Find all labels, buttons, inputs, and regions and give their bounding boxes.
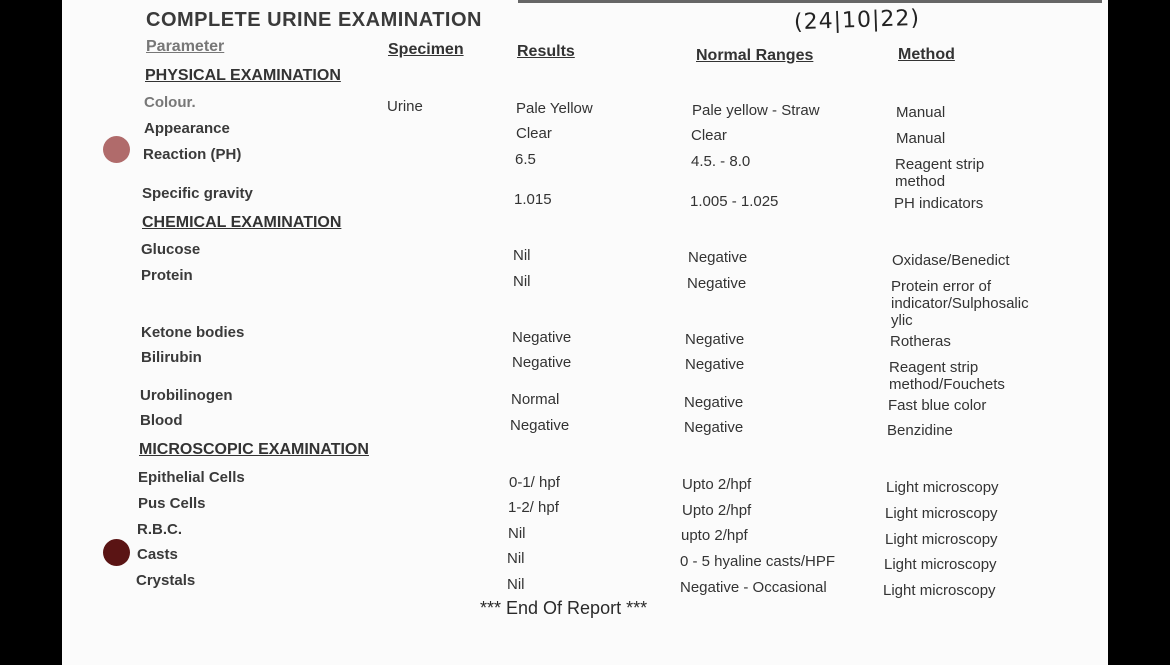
param-rbc: R.B.C. (137, 521, 182, 538)
section-chemical: CHEMICAL EXAMINATION (142, 214, 342, 231)
method-ketone-bodies: Rotheras (890, 333, 951, 350)
range-colour: Pale yellow - Straw (692, 102, 820, 119)
method-blood: Benzidine (887, 422, 953, 439)
header-specimen: Specimen (388, 41, 464, 58)
method-protein: Protein error of indicator/Sulphosalic ylic (891, 278, 1029, 329)
param-casts: Casts (137, 546, 178, 563)
method-bilirubin: Reagent strip method/Fouchets (889, 359, 1005, 393)
method-appearance: Manual (896, 130, 946, 147)
param-reaction: Reaction (PH) (143, 146, 242, 163)
range-pus-cells: Upto 2/hpf (682, 502, 752, 519)
param-specific-gravity: Specific gravity (142, 185, 253, 202)
range-specific-gravity: 1.005 - 1.025 (690, 193, 779, 210)
param-glucose: Glucose (141, 241, 201, 258)
result-protein: Nil (513, 273, 531, 290)
method-specific-gravity: PH indicators (894, 195, 984, 212)
method-pus-cells: Light microscopy (885, 505, 998, 522)
range-casts: 0 - 5 hyaline casts/HPF (680, 553, 836, 570)
report-title: COMPLETE URINE EXAMINATION (146, 9, 482, 31)
result-colour: Pale Yellow (516, 100, 593, 117)
section-microscopic: MICROSCOPIC EXAMINATION (139, 441, 369, 458)
top-border-line (518, 0, 1102, 3)
specimen-urine: Urine (387, 98, 423, 115)
header-method: Method (898, 46, 955, 63)
param-bilirubin: Bilirubin (141, 349, 202, 366)
header-normal-ranges: Normal Ranges (696, 47, 814, 64)
result-casts: Nil (507, 550, 525, 567)
range-blood: Negative (684, 419, 744, 436)
range-crystals: Negative - Occasional (680, 579, 827, 596)
param-pus-cells: Pus Cells (138, 495, 206, 512)
method-reaction: Reagent strip method (895, 156, 985, 190)
result-reaction: 6.5 (515, 151, 536, 168)
report-page (62, 0, 1108, 665)
result-epithelial-cells: 0-1/ hpf (509, 474, 560, 491)
param-blood: Blood (140, 412, 183, 429)
range-protein: Negative (687, 275, 747, 292)
end-of-report: *** End Of Report *** (480, 598, 648, 618)
result-appearance: Clear (516, 125, 552, 142)
param-ketone-bodies: Ketone bodies (141, 324, 245, 341)
range-ketone-bodies: Negative (685, 331, 745, 348)
param-protein: Protein (141, 267, 193, 284)
range-glucose: Negative (688, 249, 748, 266)
header-parameter: Parameter (146, 38, 225, 55)
param-epithelial-cells: Epithelial Cells (138, 469, 245, 486)
result-blood: Negative (510, 417, 570, 434)
method-colour: Manual (896, 104, 946, 121)
method-urobilinogen: Fast blue color (888, 397, 987, 414)
result-bilirubin: Negative (512, 354, 572, 371)
handwritten-date: (24|10|22) (793, 5, 921, 36)
range-epithelial-cells: Upto 2/hpf (682, 476, 752, 493)
param-appearance: Appearance (144, 120, 230, 137)
param-crystals: Crystals (136, 572, 196, 589)
method-rbc: Light microscopy (885, 531, 998, 548)
range-bilirubin: Negative (685, 356, 745, 373)
result-rbc: Nil (508, 525, 526, 542)
range-urobilinogen: Negative (684, 394, 744, 411)
method-epithelial-cells: Light microscopy (886, 479, 999, 496)
result-specific-gravity: 1.015 (514, 191, 552, 208)
method-crystals: Light microscopy (883, 582, 996, 599)
method-glucose: Oxidase/Benedict (892, 252, 1010, 269)
result-glucose: Nil (513, 247, 531, 264)
range-appearance: Clear (691, 127, 727, 144)
punch-hole-upper-mark (103, 136, 130, 163)
result-pus-cells: 1-2/ hpf (508, 499, 559, 516)
method-casts: Light microscopy (884, 556, 997, 573)
range-rbc: upto 2/hpf (681, 527, 748, 544)
result-urobilinogen: Normal (511, 391, 560, 408)
header-results: Results (517, 43, 575, 60)
param-colour: Colour. (144, 94, 196, 111)
range-reaction: 4.5. - 8.0 (691, 153, 751, 170)
result-ketone-bodies: Negative (512, 329, 572, 346)
section-physical: PHYSICAL EXAMINATION (145, 67, 341, 84)
punch-hole-lower-mark (103, 539, 130, 566)
result-crystals: Nil (507, 576, 525, 593)
param-urobilinogen: Urobilinogen (140, 387, 233, 404)
